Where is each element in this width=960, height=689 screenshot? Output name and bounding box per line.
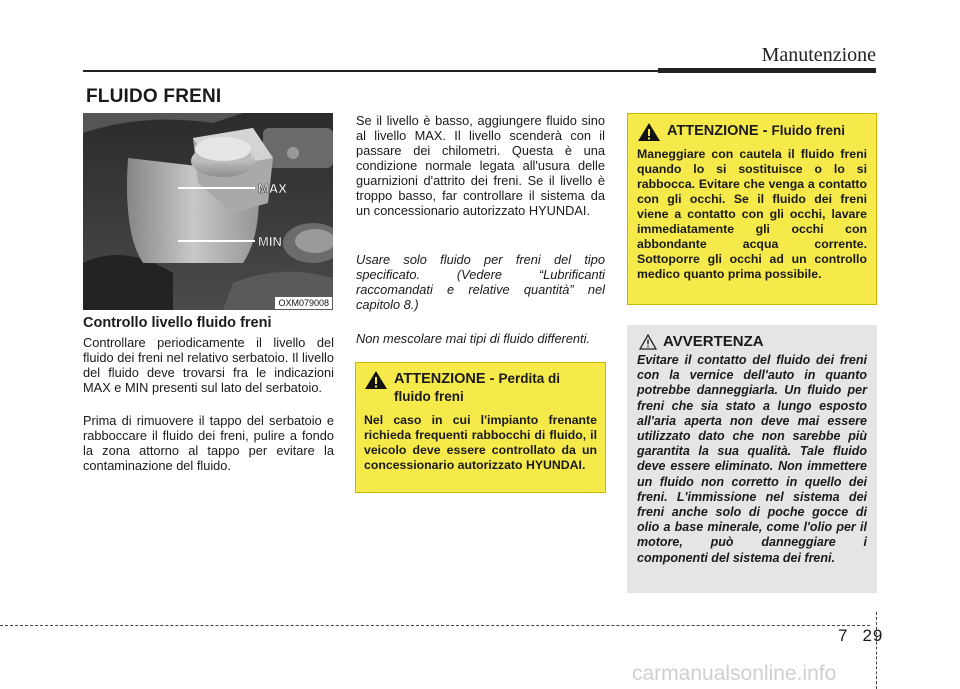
paragraph: Usare solo fluido per freni del tipo specificato. (Vedere “Lubrificanti raccomandati e relative quantità” nel capitolo 8.) bbox=[356, 252, 605, 312]
watermark: carmanualsonline.info bbox=[632, 662, 837, 685]
header-rule-accent bbox=[658, 68, 876, 73]
footer-rule bbox=[0, 625, 870, 626]
caution-box-leak bbox=[355, 362, 606, 493]
warning-icon bbox=[364, 370, 388, 390]
chapter-number: 7 bbox=[838, 626, 849, 645]
figure-code: OXM079008 bbox=[275, 297, 332, 309]
footer-divider bbox=[876, 612, 877, 689]
page-number bbox=[838, 626, 883, 646]
caution-heading bbox=[637, 122, 867, 142]
paragraph: Controllare periodicamente il livello del fluido dei freni nel relativo serbatoio. Il livello del fluido deve trovarsi fra le indicazioni MAX e MIN presenti sul lato del serbatoio. bbox=[83, 335, 334, 395]
caution-subject: Fluido freni bbox=[771, 123, 845, 138]
warning-outline-icon bbox=[639, 334, 657, 350]
min-label: MIN bbox=[258, 234, 282, 249]
paragraph: Se il livello è basso, aggiungere fluido sino al livello MAX. Il livello scenderà con il passare dei chilometri. Questa è una condizione normale legata all'usura delle guarnizioni d'attrito dei freni. Se il livello è troppo basso, far controllare il sistema da un concessionario autorizzato HYUNDAI. bbox=[356, 113, 605, 218]
notice-body: Evitare il contatto del fluido dei freni con la vernice dell'auto in quanto potrebbe danneggiarla. Un fluido per freni che sia stato a lungo esposto all'aria aperta non deve mai essere utilizzato dato che non sarebbe più garantita la sua qualità. Tale fluido deve essere eliminato. Non immettere un fluido non corretto in quello dei freni. L'immissione nel sistema dei freni anche solo di poche gocce di olio a base minerale, come l'olio per il motore, può danneggiare i componenti del sistema dei freni. bbox=[637, 353, 867, 565]
warning-icon bbox=[637, 122, 661, 142]
caution-label: ATTENZIONE - bbox=[394, 371, 495, 387]
reservoir-photo bbox=[83, 113, 333, 310]
caution-box-fluid bbox=[627, 113, 877, 305]
max-label: MAX bbox=[258, 181, 287, 196]
notice-heading bbox=[639, 333, 867, 350]
caution-body: Nel caso in cui l'impianto frenante richieda frequenti rabbocchi di fluido, il veicolo deve essere controllato da un concessionario autorizzato HYUNDAI. bbox=[364, 413, 597, 472]
subheading: Controllo livello fluido freni bbox=[83, 315, 272, 331]
page-number-value: 29 bbox=[862, 626, 884, 645]
caution-label: ATTENZIONE - bbox=[667, 123, 768, 139]
running-header: Manutenzione bbox=[761, 44, 876, 66]
reservoir-illustration bbox=[83, 113, 333, 310]
paragraph: Non mescolare mai tipi di fluido differenti. bbox=[356, 331, 591, 346]
header-rule bbox=[83, 70, 658, 72]
section-title: FLUIDO FRENI bbox=[86, 86, 222, 107]
notice-box bbox=[627, 325, 877, 593]
caution-subject: Perdita di fluido freni bbox=[394, 371, 560, 404]
paragraph: Prima di rimuovere il tappo del serbatoio e rabboccare il fluido dei freni, pulire a fondo la zona attorno al tappo per evitare la contaminazione del fluido. bbox=[83, 413, 334, 473]
caution-body: Maneggiare con cautela il fluido freni quando lo si sostituisce o lo si rabbocca. Evitare che venga a contatto con gli occhi. Se il fluido dei freni viene a contatto con gli occhi, lavare immediatamente gli occhi con abbondante acqua corrente. Sottoporre gli occhi ad un controllo medico quanto prima possibile. bbox=[637, 147, 867, 281]
notice-label: AVVERTENZA bbox=[663, 333, 764, 350]
caution-heading bbox=[364, 370, 597, 406]
